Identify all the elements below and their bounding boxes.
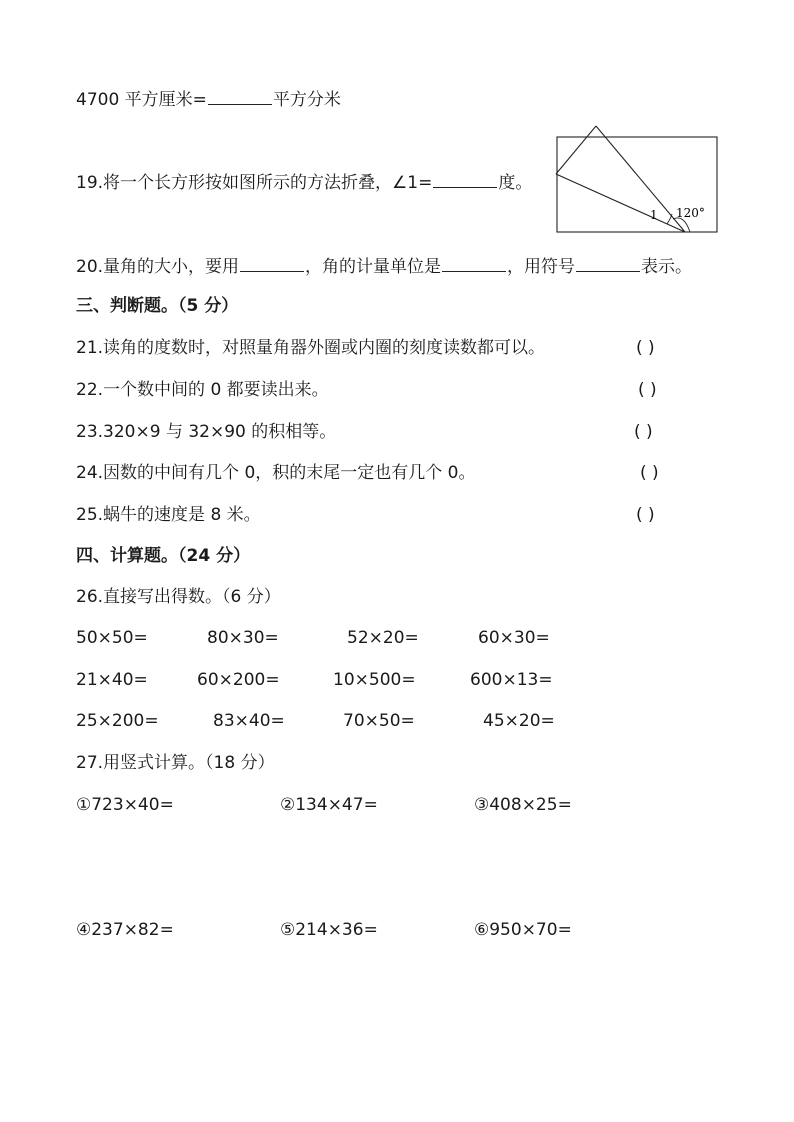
folded-rectangle-figure <box>550 124 720 236</box>
judge-answer-paren-21[interactable]: ( ) <box>636 338 655 358</box>
question-20 <box>76 255 692 278</box>
oral-calc-item: 60×30= <box>478 628 550 648</box>
judge-answer-paren-23[interactable]: ( ) <box>634 422 653 442</box>
q18-left: 4700 平方厘米= <box>76 90 207 110</box>
oral-calc-item: 52×20= <box>347 628 419 648</box>
oral-calc-item: 45×20= <box>483 711 555 731</box>
judge-answer-paren-22[interactable]: ( ) <box>638 380 657 400</box>
question-18 <box>76 88 341 111</box>
judge-item-25: 25.蜗牛的速度是 8 米。 <box>76 505 261 525</box>
oral-calc-item: 10×500= <box>333 670 416 690</box>
judge-item-24: 24.因数的中间有几个 0，积的末尾一定也有几个 0。 <box>76 463 476 483</box>
q20-part3: ，用符号 <box>507 257 576 277</box>
oral-calc-item: 60×200= <box>197 670 280 690</box>
q18-right: 平方分米 <box>272 90 341 110</box>
q19-text: 19.将一个长方形按如图所示的方法折叠，∠1= <box>76 173 433 193</box>
folded-edge <box>556 174 685 232</box>
angle-1-arc <box>667 214 672 224</box>
oral-calc-item: 50×50= <box>76 628 148 648</box>
vertical-calc-item: ③408×25= <box>474 795 572 815</box>
oral-calc-item: 25×200= <box>76 711 159 731</box>
question-19 <box>76 171 532 194</box>
answer-blank[interactable] <box>240 255 304 272</box>
angle-120-label: 120° <box>676 206 705 220</box>
answer-blank[interactable] <box>576 255 640 272</box>
judge-item-21: 21.读角的度数时，对照量角器外圈或内圈的刻度读数都可以。 <box>76 338 546 358</box>
section-3-heading: 三、判断题。（5 分） <box>76 296 239 316</box>
judge-answer-paren-25[interactable]: ( ) <box>636 505 655 525</box>
q20-part2: ，角的计量单位是 <box>305 257 442 277</box>
oral-calc-item: 600×13= <box>470 670 553 690</box>
q26-title: 26.直接写出得数。（6 分） <box>76 587 281 607</box>
answer-blank[interactable] <box>208 88 272 105</box>
vertical-calc-item: ⑤214×36= <box>280 920 378 940</box>
judge-answer-paren-24[interactable]: ( ) <box>640 463 659 483</box>
answer-blank[interactable] <box>442 255 506 272</box>
vertical-calc-item: ①723×40= <box>76 795 174 815</box>
judge-item-22: 22.一个数中间的 0 都要读出来。 <box>76 380 329 400</box>
oral-calc-item: 80×30= <box>207 628 279 648</box>
vertical-calc-item: ②134×47= <box>280 795 378 815</box>
q20-part1: 20.量角的大小，要用 <box>76 257 240 277</box>
vertical-calc-item: ⑥950×70= <box>474 920 572 940</box>
q27-title: 27.用竖式计算。（18 分） <box>76 753 275 773</box>
q19-suffix: 度。 <box>498 173 533 193</box>
q20-part4: 表示。 <box>641 257 693 277</box>
vertical-calc-item: ④237×82= <box>76 920 174 940</box>
oral-calc-item: 70×50= <box>343 711 415 731</box>
answer-blank[interactable] <box>433 171 497 188</box>
angle-1-label: 1 <box>650 208 658 222</box>
fold-edge <box>556 126 596 174</box>
section-4-heading: 四、计算题。（24 分） <box>76 546 251 566</box>
judge-item-23: 23.320×9 与 32×90 的积相等。 <box>76 422 337 442</box>
oral-calc-item: 83×40= <box>213 711 285 731</box>
oral-calc-item: 21×40= <box>76 670 148 690</box>
